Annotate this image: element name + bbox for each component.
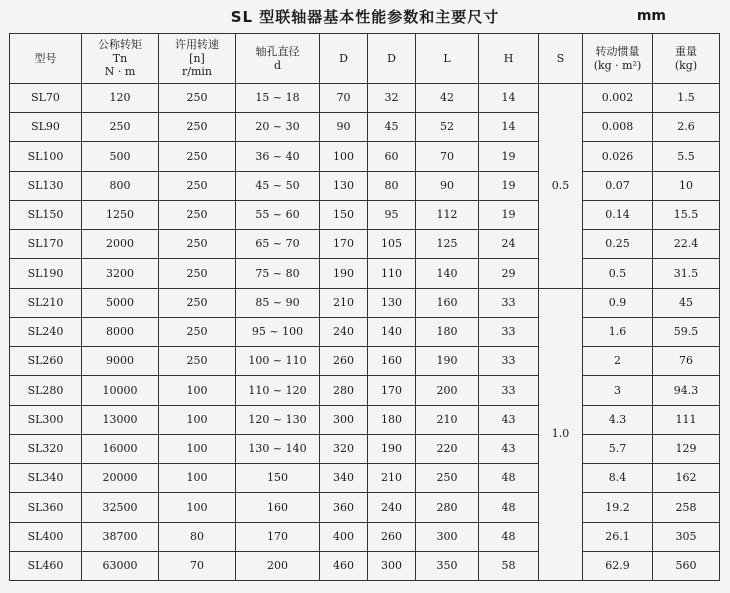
cell-speed: 250: [159, 230, 236, 259]
cell-model: SL90: [10, 113, 82, 142]
cell-speed: 250: [159, 288, 236, 317]
cell-inertia: 0.14: [583, 200, 653, 229]
cell-bore: 15 ~ 18: [236, 84, 320, 113]
cell-inertia: 0.5: [583, 259, 653, 288]
cell-model: SL320: [10, 434, 82, 463]
cell-d1: 280: [320, 376, 368, 405]
cell-speed: 250: [159, 171, 236, 200]
cell-l: 200: [416, 376, 479, 405]
table-row: [10, 113, 720, 142]
header-text: 轴孔直径: [255, 44, 300, 58]
table-row: [10, 200, 720, 229]
cell-weight: 305: [653, 522, 720, 551]
header-torque: [82, 34, 159, 84]
cell-l: 52: [416, 113, 479, 142]
cell-weight: 45: [653, 288, 720, 317]
cell-torque: 120: [82, 84, 159, 113]
table-row: [10, 551, 720, 580]
cell-d2: 180: [368, 405, 416, 434]
cell-h: 14: [479, 113, 539, 142]
cell-speed: 100: [159, 493, 236, 522]
cell-speed: 100: [159, 405, 236, 434]
table-row: [10, 317, 720, 346]
cell-torque: 9000: [82, 347, 159, 376]
header-text: (kg): [674, 58, 698, 72]
cell-l: 210: [416, 405, 479, 434]
table-row: [10, 84, 720, 113]
cell-model: SL240: [10, 317, 82, 346]
cell-inertia: 0.026: [583, 142, 653, 171]
cell-speed: 250: [159, 259, 236, 288]
cell-h: 33: [479, 288, 539, 317]
cell-inertia: 0.25: [583, 230, 653, 259]
cell-d2: 210: [368, 464, 416, 493]
header-model: [10, 34, 82, 84]
header-d2: [368, 34, 416, 84]
cell-d1: 100: [320, 142, 368, 171]
cell-model: SL170: [10, 230, 82, 259]
cell-d2: 105: [368, 230, 416, 259]
cell-inertia: 8.4: [583, 464, 653, 493]
cell-speed: 250: [159, 317, 236, 346]
header-text: N · m: [104, 65, 136, 79]
header-text: d: [273, 58, 282, 72]
cell-torque: 20000: [82, 464, 159, 493]
cell-bore: 36 ~ 40: [236, 142, 320, 171]
cell-l: 180: [416, 317, 479, 346]
cell-speed: 250: [159, 142, 236, 171]
cell-weight: 560: [653, 551, 720, 580]
table-row: [10, 347, 720, 376]
cell-d2: 240: [368, 493, 416, 522]
header-text: D: [339, 51, 348, 65]
table-row: [10, 405, 720, 434]
cell-h: 58: [479, 551, 539, 580]
header-text: Tn: [112, 51, 128, 65]
cell-l: 300: [416, 522, 479, 551]
cell-d1: 70: [320, 84, 368, 113]
cell-speed: 250: [159, 113, 236, 142]
cell-weight: 258: [653, 493, 720, 522]
cell-torque: 5000: [82, 288, 159, 317]
cell-h: 29: [479, 259, 539, 288]
cell-h: 19: [479, 171, 539, 200]
header-row: [10, 34, 720, 84]
cell-model: SL130: [10, 171, 82, 200]
cell-speed: 70: [159, 551, 236, 580]
table-row: [10, 376, 720, 405]
cell-h: 19: [479, 200, 539, 229]
header-text: [n]: [189, 51, 205, 65]
cell-d1: 170: [320, 230, 368, 259]
cell-model: SL190: [10, 259, 82, 288]
cell-weight: 111: [653, 405, 720, 434]
cell-l: 140: [416, 259, 479, 288]
cell-d2: 45: [368, 113, 416, 142]
cell-h: 19: [479, 142, 539, 171]
cell-torque: 10000: [82, 376, 159, 405]
cell-inertia: 19.2: [583, 493, 653, 522]
cell-h: 43: [479, 434, 539, 463]
cell-d2: 32: [368, 84, 416, 113]
cell-inertia: 0.9: [583, 288, 653, 317]
cell-d1: 150: [320, 200, 368, 229]
cell-h: 43: [479, 405, 539, 434]
header-d1: [320, 34, 368, 84]
cell-h: 48: [479, 464, 539, 493]
cell-d2: 260: [368, 522, 416, 551]
cell-inertia: 4.3: [583, 405, 653, 434]
cell-inertia: 2: [583, 347, 653, 376]
cell-model: SL400: [10, 522, 82, 551]
unit-label: mm: [636, 8, 666, 24]
cell-l: 125: [416, 230, 479, 259]
header-h: [479, 34, 539, 84]
cell-model: SL100: [10, 142, 82, 171]
cell-model: SL260: [10, 347, 82, 376]
cell-d1: 260: [320, 347, 368, 376]
cell-torque: 8000: [82, 317, 159, 346]
cell-h: 33: [479, 376, 539, 405]
cell-weight: 59.5: [653, 317, 720, 346]
cell-s-group: 1.0: [539, 288, 583, 580]
cell-bore: 200: [236, 551, 320, 580]
cell-torque: 2000: [82, 230, 159, 259]
cell-d1: 340: [320, 464, 368, 493]
cell-d2: 190: [368, 434, 416, 463]
header-bore: [236, 34, 320, 84]
cell-inertia: 0.002: [583, 84, 653, 113]
page-title: SL 型联轴器基本性能参数和主要尺寸: [230, 8, 500, 26]
cell-bore: 170: [236, 522, 320, 551]
cell-speed: 250: [159, 347, 236, 376]
cell-h: 33: [479, 317, 539, 346]
header-text: 型号: [34, 51, 57, 65]
cell-weight: 31.5: [653, 259, 720, 288]
cell-torque: 38700: [82, 522, 159, 551]
cell-weight: 76: [653, 347, 720, 376]
cell-inertia: 5.7: [583, 434, 653, 463]
cell-weight: 129: [653, 434, 720, 463]
header-text: H: [503, 51, 514, 65]
cell-weight: 22.4: [653, 230, 720, 259]
cell-d1: 300: [320, 405, 368, 434]
header-text: 转动惯量: [595, 44, 640, 58]
cell-model: SL360: [10, 493, 82, 522]
cell-d2: 130: [368, 288, 416, 317]
cell-d2: 170: [368, 376, 416, 405]
table-row: [10, 142, 720, 171]
cell-bore: 130 ~ 140: [236, 434, 320, 463]
cell-h: 48: [479, 493, 539, 522]
cell-inertia: 62.9: [583, 551, 653, 580]
table-row: [10, 259, 720, 288]
cell-speed: 100: [159, 464, 236, 493]
cell-model: SL340: [10, 464, 82, 493]
cell-model: SL210: [10, 288, 82, 317]
cell-bore: 95 ~ 100: [236, 317, 320, 346]
header-text: 重量: [675, 44, 697, 58]
header-text: S: [556, 51, 565, 65]
cell-d1: 190: [320, 259, 368, 288]
cell-weight: 10: [653, 171, 720, 200]
header-weight: [653, 34, 720, 84]
header-text: D: [387, 51, 396, 65]
cell-torque: 13000: [82, 405, 159, 434]
cell-model: SL460: [10, 551, 82, 580]
cell-torque: 800: [82, 171, 159, 200]
cell-d2: 110: [368, 259, 416, 288]
cell-inertia: 0.07: [583, 171, 653, 200]
cell-d1: 360: [320, 493, 368, 522]
cell-weight: 15.5: [653, 200, 720, 229]
header-l: [416, 34, 479, 84]
table-row: [10, 522, 720, 551]
spec-table: [9, 33, 720, 581]
cell-d1: 210: [320, 288, 368, 317]
cell-bore: 110 ~ 120: [236, 376, 320, 405]
table-row: [10, 464, 720, 493]
table-row: [10, 171, 720, 200]
cell-h: 14: [479, 84, 539, 113]
cell-l: 350: [416, 551, 479, 580]
table-row: [10, 288, 720, 317]
table-row: [10, 230, 720, 259]
cell-l: 220: [416, 434, 479, 463]
header-s: [539, 34, 583, 84]
cell-l: 280: [416, 493, 479, 522]
table-body: [10, 84, 720, 581]
cell-l: 190: [416, 347, 479, 376]
header-text: L: [443, 51, 451, 65]
cell-d2: 80: [368, 171, 416, 200]
cell-torque: 32500: [82, 493, 159, 522]
cell-h: 24: [479, 230, 539, 259]
table-row: [10, 493, 720, 522]
cell-torque: 63000: [82, 551, 159, 580]
cell-bore: 120 ~ 130: [236, 405, 320, 434]
header-inertia: [583, 34, 653, 84]
cell-model: SL300: [10, 405, 82, 434]
cell-weight: 1.5: [653, 84, 720, 113]
cell-l: 70: [416, 142, 479, 171]
cell-weight: 94.3: [653, 376, 720, 405]
cell-speed: 100: [159, 434, 236, 463]
cell-l: 90: [416, 171, 479, 200]
header-text: 许用转速: [175, 37, 219, 51]
cell-d2: 60: [368, 142, 416, 171]
cell-bore: 55 ~ 60: [236, 200, 320, 229]
cell-model: SL150: [10, 200, 82, 229]
header-text: r/min: [182, 65, 212, 79]
cell-d1: 400: [320, 522, 368, 551]
cell-inertia: 26.1: [583, 522, 653, 551]
cell-bore: 150: [236, 464, 320, 493]
cell-speed: 100: [159, 376, 236, 405]
header-text: 公称转矩: [98, 37, 142, 51]
cell-inertia: 1.6: [583, 317, 653, 346]
cell-bore: 45 ~ 50: [236, 171, 320, 200]
cell-torque: 3200: [82, 259, 159, 288]
cell-torque: 500: [82, 142, 159, 171]
cell-d1: 240: [320, 317, 368, 346]
cell-s-group: 0.5: [539, 84, 583, 289]
cell-d2: 140: [368, 317, 416, 346]
header-speed: [159, 34, 236, 84]
cell-d2: 160: [368, 347, 416, 376]
cell-d1: 460: [320, 551, 368, 580]
cell-bore: 100 ~ 110: [236, 347, 320, 376]
cell-torque: 16000: [82, 434, 159, 463]
cell-inertia: 0.008: [583, 113, 653, 142]
cell-l: 112: [416, 200, 479, 229]
cell-l: 160: [416, 288, 479, 317]
cell-inertia: 3: [583, 376, 653, 405]
cell-bore: 65 ~ 70: [236, 230, 320, 259]
cell-d1: 320: [320, 434, 368, 463]
cell-l: 42: [416, 84, 479, 113]
cell-h: 33: [479, 347, 539, 376]
header-text: (kg · m²): [593, 58, 642, 72]
cell-l: 250: [416, 464, 479, 493]
cell-speed: 250: [159, 200, 236, 229]
table-row: [10, 434, 720, 463]
cell-h: 48: [479, 522, 539, 551]
cell-bore: 75 ~ 80: [236, 259, 320, 288]
cell-weight: 162: [653, 464, 720, 493]
cell-speed: 80: [159, 522, 236, 551]
cell-torque: 1250: [82, 200, 159, 229]
cell-bore: 85 ~ 90: [236, 288, 320, 317]
cell-d2: 95: [368, 200, 416, 229]
cell-torque: 250: [82, 113, 159, 142]
cell-model: SL70: [10, 84, 82, 113]
cell-weight: 5.5: [653, 142, 720, 171]
cell-speed: 250: [159, 84, 236, 113]
cell-d1: 90: [320, 113, 368, 142]
cell-model: SL280: [10, 376, 82, 405]
cell-bore: 160: [236, 493, 320, 522]
cell-d1: 130: [320, 171, 368, 200]
cell-weight: 2.6: [653, 113, 720, 142]
cell-bore: 20 ~ 30: [236, 113, 320, 142]
cell-d2: 300: [368, 551, 416, 580]
